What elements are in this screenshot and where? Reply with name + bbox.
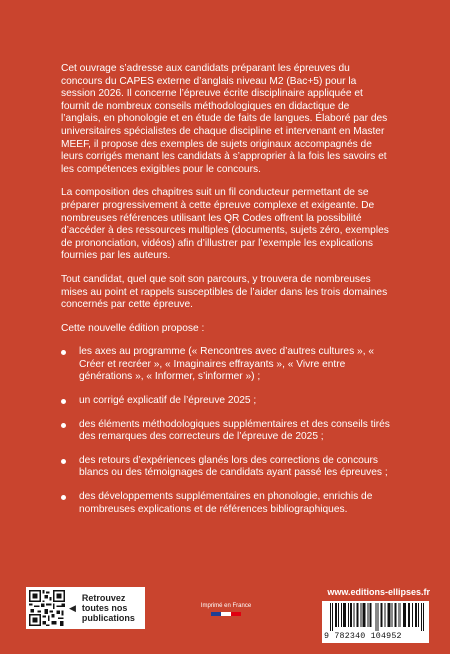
flag-stripe-blue <box>211 612 221 616</box>
flag-stripe-red <box>231 612 241 616</box>
qr-code-block[interactable] <box>26 587 145 629</box>
flag-stripe-white <box>221 612 231 616</box>
qr-caption: Retrouvez toutes nos publications <box>81 593 135 623</box>
french-flag-icon <box>190 612 262 616</box>
publisher-website[interactable]: www.editions-ellipses.fr <box>327 587 430 597</box>
paragraph-candidates: Tout candidat, quel que soit son parcours, y trouvera de nombreuses mises au point et rappels susceptibles de l’aider dans les trois domaines concernés par cette épreuve. <box>61 273 388 311</box>
paragraph-edition: Cette nouvelle édition propose : <box>61 322 205 334</box>
arrow-left-icon: ◀ <box>69 602 76 613</box>
list-item: les axes au programme (« Rencontres avec d’autres cultures », « Créer et recréer », « Imaginaires effrayants », « Vivre entre générations », « Informer, s’informer ») ; <box>61 346 391 384</box>
paragraph-composition: La composition des chapitres suit un fil conducteur permettant de se préparer progressivement à cette épreuve complexe et exigeante. De nombreuses références utilisant les QR Codes offrent la possibilité d’accéder à des ressources multiples (documents, sujets zéro, exemples de prononciation, vidéos) afin d’illustrer par l’exemple les explications fournies par les auteurs. <box>61 187 389 262</box>
barcode-icon <box>330 603 424 631</box>
list-item: des éléments méthodologiques supplémentaires et des conseils tirés des remarques des correcteurs de l’épreuve de 2025 ; <box>61 419 391 444</box>
printed-in-france: Imprimé en France <box>190 603 262 616</box>
barcode <box>322 601 429 643</box>
list-item: des retours d’expériences glanés lors des corrections de concours blancs ou des témoignages de candidats ayant passé les épreuves ; <box>61 455 391 480</box>
list-item: des développements supplémentaires en phonologie, enrichis de nombreuses explications et de références bibliographiques. <box>61 491 391 516</box>
isbn-number: 9 782340 104952 <box>324 632 402 641</box>
features-list <box>61 346 391 516</box>
back-cover-text <box>61 63 391 527</box>
paragraph-intro: Cet ouvrage s’adresse aux candidats préparant les épreuves du concours du CAPES externe d’anglais niveau M2 (Bac+5) pour la session 2026. Il concerne l’épreuve écrite disciplinaire appliquée et fournit de nombreux conseils méthodologiques en didactique de l’anglais, en phonologie et en étude de faits de langues. Élaboré par des universitaires spécialistes de chaque discipline et intervenant en Master MEEF, il propose des exemples de sujets originaux accompagnés de leurs corrigés menant les candidats à s’approprier à la fois les savoirs et les compétences exigibles pour le concours. <box>61 63 388 175</box>
qr-code-icon <box>29 590 65 626</box>
list-item: un corrigé explicatif de l’épreuve 2025 ; <box>61 395 391 408</box>
